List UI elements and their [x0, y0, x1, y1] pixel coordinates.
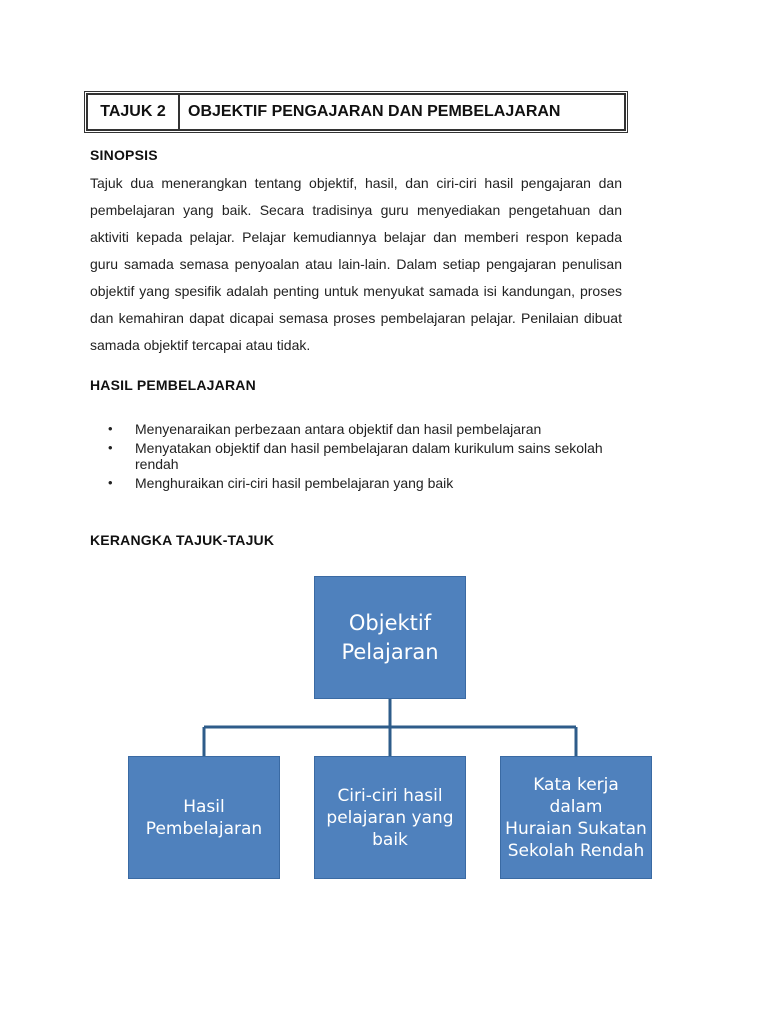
framework-root-label: Objektif Pelajaran — [341, 610, 439, 664]
list-item — [108, 421, 648, 437]
list-item — [108, 440, 648, 472]
list-item-text: Menghuraikan ciri-ciri hasil pembelajaran yang baik — [135, 475, 454, 491]
topic-title-table — [86, 93, 626, 131]
learning-outcomes-list — [108, 421, 648, 494]
bullet-icon: • — [108, 475, 113, 490]
framework-child-label-1: Hasil Pembelajaran — [145, 796, 263, 839]
framework-child-box-2 — [314, 756, 466, 879]
list-item — [108, 475, 648, 491]
learning-outcomes-heading: HASIL PEMBELAJARAN — [90, 377, 256, 393]
synopsis-paragraph: Tajuk dua menerangkan tentang objektif, hasil, dan ciri-ciri hasil pengajaran dan pembelajaran yang baik. Secara tradisinya guru menyediakan pengetahuan dan aktiviti kepada pelajar. Pelajar kemudiannya belajar dan memberi respon kepada guru samada semasa penyoalan atau lain-lain. Dalam setiap pengajaran penulisan objektif yang spesifik adalah penting untuk menyukat samada isi kandungan, proses dan kemahiran dapat dicapai semasa proses pembelajaran pelajar. Penilaian dibuat samada objektif tercapai atau tidak. — [90, 175, 622, 353]
topic-title: OBJEKTIF PENGAJARAN DAN PEMBELAJARAN — [188, 103, 561, 120]
framework-child-label-3: Kata kerja dalam Huraian Sukatan Sekolah Rendah — [505, 774, 647, 861]
framework-child-box-1 — [128, 756, 280, 879]
bullet-icon: • — [108, 440, 113, 455]
framework-child-label-2: Ciri-ciri hasil pelajaran yang baik — [326, 785, 454, 850]
bullet-icon: • — [108, 421, 113, 436]
list-item-text: Menyatakan objektif dan hasil pembelajaran dalam kurikulum sains sekolah rendah — [135, 440, 603, 472]
framework-root-box — [314, 576, 466, 699]
list-item-text: Menyenaraikan perbezaan antara objektif dan hasil pembelajaran — [135, 421, 542, 437]
topic-number: TAJUK 2 — [88, 95, 180, 129]
synopsis-heading: SINOPSIS — [90, 147, 158, 163]
framework-heading: KERANGKA TAJUK-TAJUK — [90, 532, 275, 548]
framework-child-box-3 — [500, 756, 652, 879]
